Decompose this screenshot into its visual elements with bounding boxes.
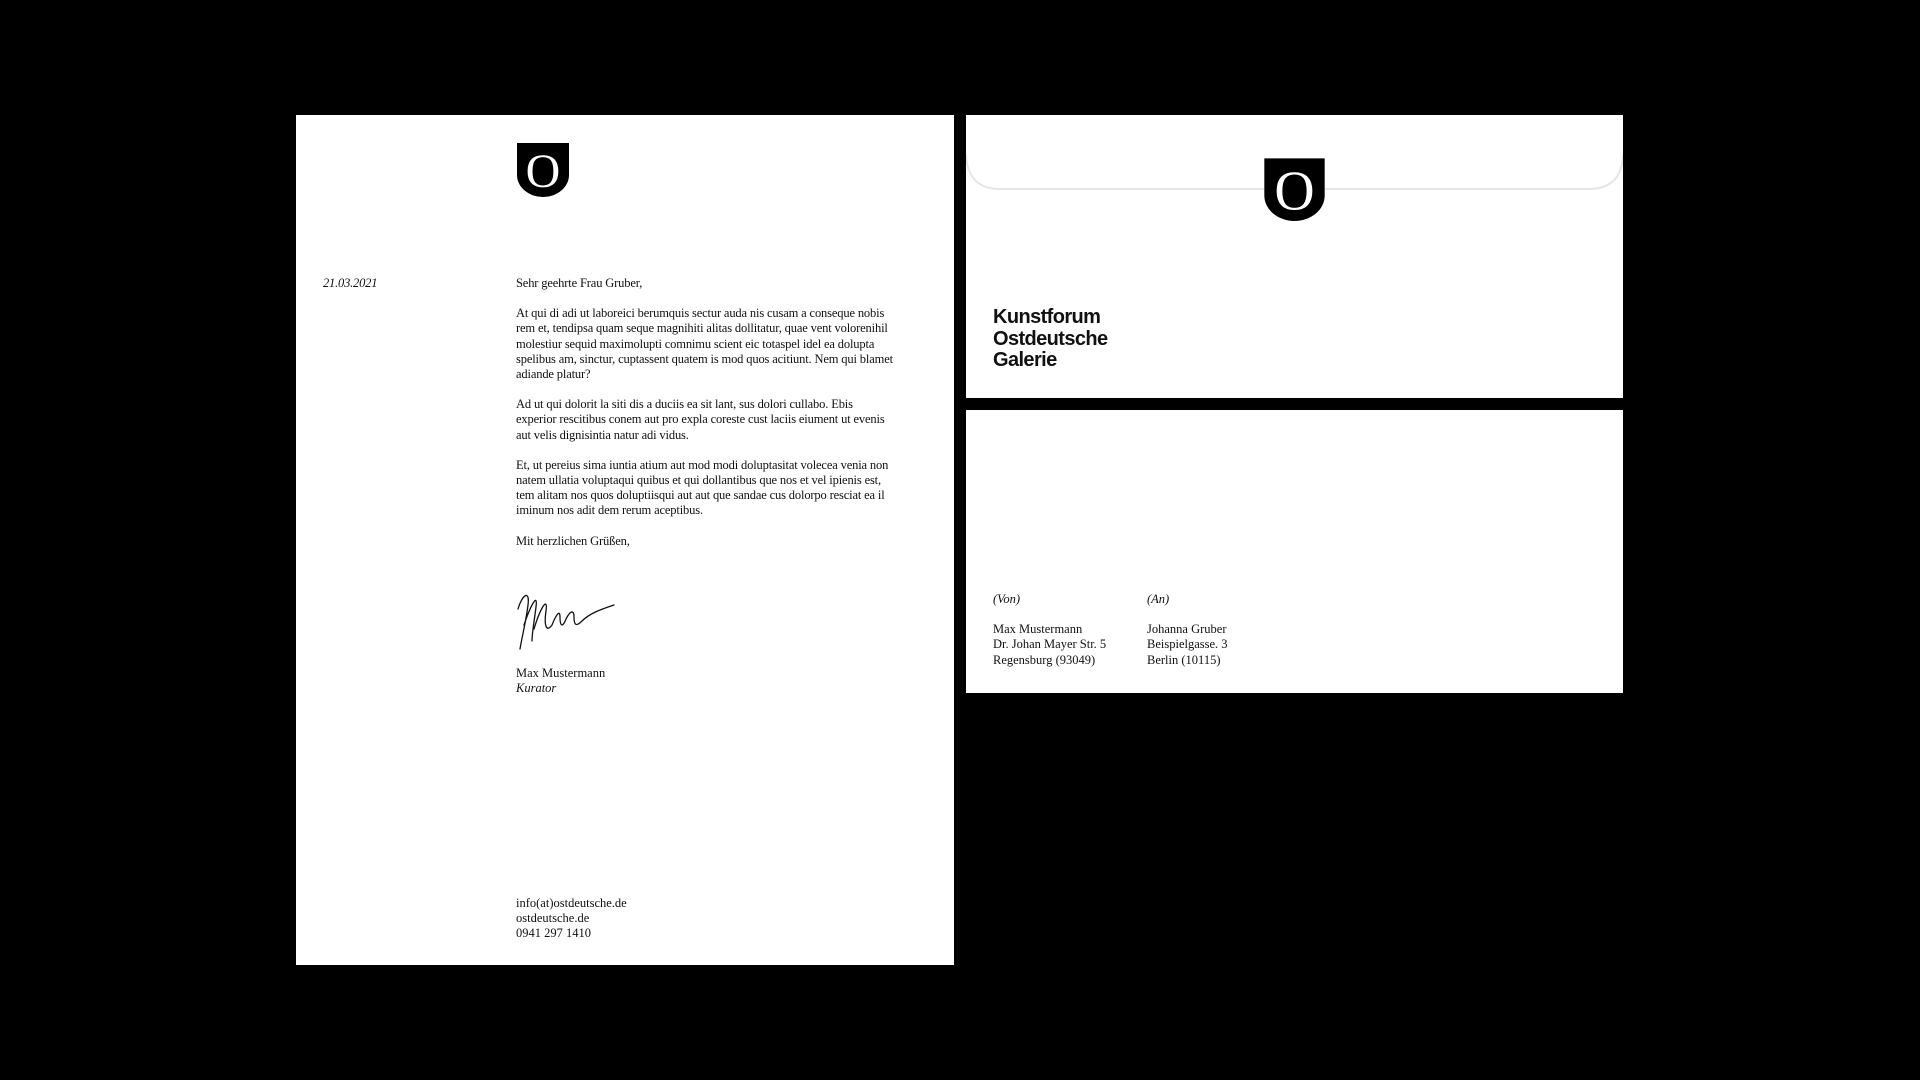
envelope-front	[966, 410, 1623, 693]
brand-line: Galerie	[993, 349, 1057, 371]
signature-icon	[514, 585, 618, 653]
letter-date: 21.03.2021	[323, 276, 378, 290]
recipient-label: (An)	[1147, 592, 1170, 606]
letter-paragraph: Ad ut qui dolorit la siti dis a duciis ea sit lant, sus dolori cullabo. Ebis experior rescitibus conem aut pro expla coreste cust laciis eiument ut evenis aut velis dignisintia natur adi vidus.	[516, 397, 885, 442]
contact-phone: 0941 297 1410	[516, 926, 591, 941]
sender-line: Regensburg (93049)	[993, 652, 1096, 667]
sender-address	[993, 592, 1106, 668]
letter-salutation: Sehr geehrte Frau Gruber,	[516, 276, 643, 290]
letter-sheet	[296, 115, 954, 965]
contact-block	[516, 896, 627, 942]
signer-block	[516, 666, 605, 696]
letter-paragraph: Et, ut pereius sima iuntia atium aut mod modi doluptasitat volecea venia non natem ullatia voluptaqui quibus et qui dollantibus que nos et vel ipienis est, tem alitam nos quos doluptiisqui aut aut que sandae cus dolorpo resciat ea il iminum nos adit dem rerum aceptibus.	[516, 457, 889, 518]
recipient-line: Berlin (10115)	[1147, 652, 1221, 667]
sender-line: Max Mustermann	[993, 622, 1083, 637]
recipient-line: Johanna Gruber	[1147, 622, 1227, 637]
letter-body	[516, 276, 896, 564]
logo-letter: O	[1274, 160, 1315, 221]
recipient-line: Beispielgasse. 3	[1147, 637, 1228, 652]
brand-line: Ostdeutsche	[993, 327, 1108, 350]
brand-wordmark	[993, 307, 1108, 372]
signer-name: Max Mustermann	[516, 666, 606, 680]
logo-letter: O	[525, 145, 561, 197]
sender-line: Dr. Johan Mayer Str. 5	[993, 637, 1107, 652]
signer-role: Kurator	[516, 681, 557, 696]
contact-email: info(at)ostdeutsche.de	[516, 896, 627, 910]
shield-o-logo-icon	[515, 141, 571, 197]
contact-web: ostdeutsche.de	[516, 911, 590, 926]
shield-o-logo-icon	[1262, 156, 1327, 221]
letter-closing: Mit herzlichen Grüßen,	[516, 533, 630, 548]
recipient-address	[1147, 592, 1228, 668]
brand-line: Kunstforum	[993, 306, 1101, 328]
envelope-back	[966, 115, 1623, 398]
sender-label: (Von)	[993, 592, 1021, 606]
letter-paragraph: At qui di adi ut laboreici berumquis sectur auda nis cusam a conseque nobis rem et, tendipsa quam seque magnihiti alitas dollitatur, quae vent volorenihil molestiur sequid maximolupti comnimu scient eic totaspel idel ea dolupta spelibus am, sinctur, cuptassent quatem is mod quos acitiunt. Nem qui blamet adiande platur?	[516, 306, 893, 382]
